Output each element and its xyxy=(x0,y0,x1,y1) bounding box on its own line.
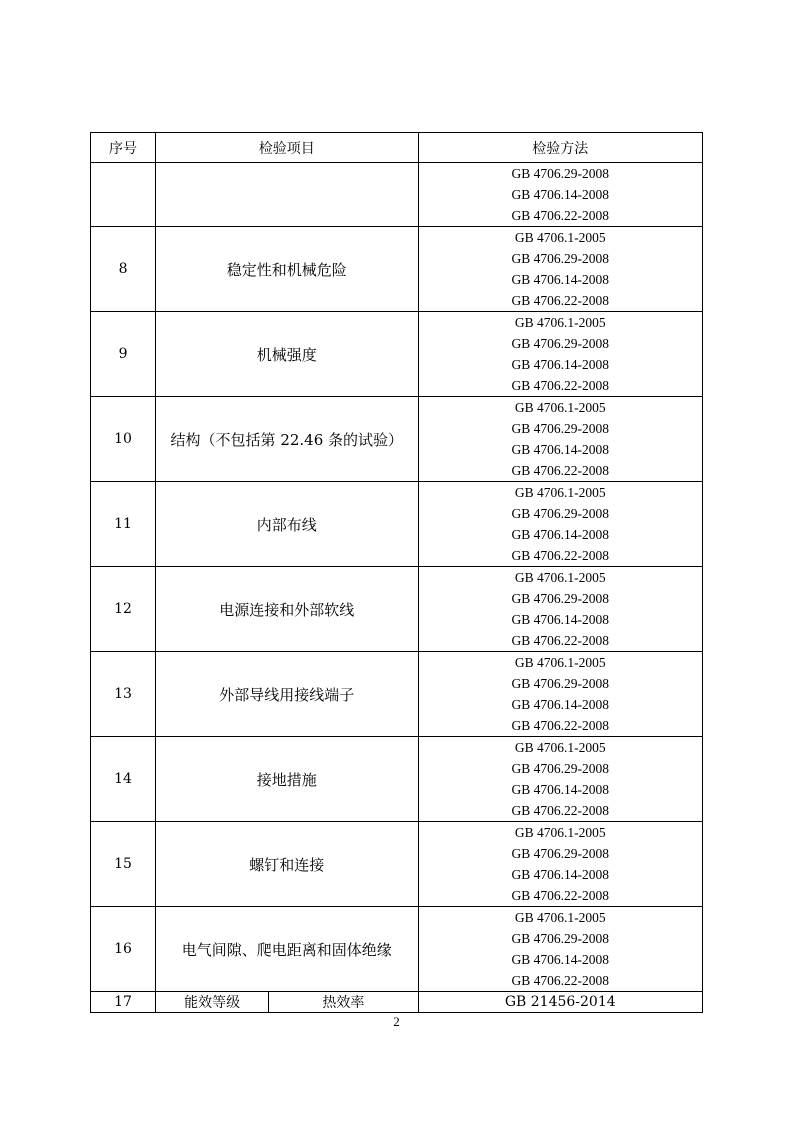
row-item: 热效率 xyxy=(269,992,418,1013)
row-item: 机械强度 xyxy=(156,312,418,397)
row-methods xyxy=(418,652,703,737)
standard-code: GB 4706.29-2008 xyxy=(511,336,609,351)
standard-code: GB 4706.22-2008 xyxy=(511,293,609,308)
standard-code: GB 4706.22-2008 xyxy=(511,378,609,393)
row-item: 螺钉和连接 xyxy=(156,822,418,907)
standard-code: GB 4706.22-2008 xyxy=(511,973,609,988)
standard-code: GB 4706.22-2008 xyxy=(511,463,609,478)
table-row xyxy=(91,312,703,397)
standard-code: GB 4706.14-2008 xyxy=(511,952,609,967)
standard-code: GB 4706.14-2008 xyxy=(511,272,609,287)
standard-code: GB 4706.1-2005 xyxy=(514,400,606,415)
row-item: 结构（不包括第 22.46 条的试验） xyxy=(156,397,418,482)
standard-code: GB 4706.29-2008 xyxy=(511,166,609,181)
standard-code: GB 4706.14-2008 xyxy=(511,697,609,712)
row-seq: 12 xyxy=(91,567,156,652)
standard-code: GB 4706.29-2008 xyxy=(511,251,609,266)
standard-code: GB 4706.1-2005 xyxy=(514,740,606,755)
row-methods xyxy=(418,822,703,907)
row-seq: 15 xyxy=(91,822,156,907)
row-item: 稳定性和机械危险 xyxy=(156,227,418,312)
standard-code: GB 4706.29-2008 xyxy=(511,506,609,521)
standard-code: GB 4706.29-2008 xyxy=(511,931,609,946)
row-seq xyxy=(91,163,156,227)
standard-code: GB 4706.29-2008 xyxy=(511,421,609,436)
row-methods xyxy=(418,737,703,822)
table-row xyxy=(91,737,703,822)
table-row xyxy=(91,482,703,567)
standard-code: GB 4706.14-2008 xyxy=(511,612,609,627)
row-seq: 8 xyxy=(91,227,156,312)
standard-code: GB 4706.22-2008 xyxy=(511,803,609,818)
standard-code: GB 4706.1-2005 xyxy=(514,230,606,245)
standard-code: GB 4706.1-2005 xyxy=(514,825,606,840)
standard-code: GB 4706.22-2008 xyxy=(511,208,609,223)
row-methods xyxy=(418,907,703,992)
table-row-last xyxy=(91,992,703,1013)
standard-code: GB 4706.1-2005 xyxy=(514,910,606,925)
row-seq: 13 xyxy=(91,652,156,737)
standard-code: GB 4706.22-2008 xyxy=(511,548,609,563)
header-item: 检验项目 xyxy=(156,133,418,163)
standard-code: GB 4706.29-2008 xyxy=(511,761,609,776)
header-seq: 序号 xyxy=(91,133,156,163)
standard-code: GB 4706.14-2008 xyxy=(511,442,609,457)
table-row xyxy=(91,567,703,652)
standard-code: GB 4706.22-2008 xyxy=(511,718,609,733)
standard-code: GB 4706.22-2008 xyxy=(511,633,609,648)
row-item: 电气间隙、爬电距离和固体绝缘 xyxy=(156,907,418,992)
standard-code: GB 4706.29-2008 xyxy=(511,846,609,861)
row-item: 电源连接和外部软线 xyxy=(156,567,418,652)
table-row xyxy=(91,163,703,227)
row-seq: 10 xyxy=(91,397,156,482)
row-seq: 17 xyxy=(91,992,156,1013)
row-seq: 9 xyxy=(91,312,156,397)
row-methods xyxy=(418,312,703,397)
inspection-table xyxy=(90,132,703,1013)
standard-code: GB 4706.22-2008 xyxy=(511,888,609,903)
standard-code: GB 4706.14-2008 xyxy=(511,867,609,882)
standard-code: GB 4706.29-2008 xyxy=(511,591,609,606)
table-header-row xyxy=(91,133,703,163)
standard-code: GB 4706.14-2008 xyxy=(511,187,609,202)
table-row xyxy=(91,822,703,907)
row-methods xyxy=(418,163,703,227)
row-methods xyxy=(418,227,703,312)
row-item: 外部导线用接线端子 xyxy=(156,652,418,737)
standard-code: GB 4706.1-2005 xyxy=(514,570,606,585)
row-methods xyxy=(418,567,703,652)
table-row xyxy=(91,227,703,312)
row-item xyxy=(156,163,418,227)
table-row xyxy=(91,397,703,482)
standard-code: GB 4706.1-2005 xyxy=(514,485,606,500)
table-row xyxy=(91,652,703,737)
header-method: 检验方法 xyxy=(418,133,703,163)
row-seq: 16 xyxy=(91,907,156,992)
standard-code: GB 4706.14-2008 xyxy=(511,357,609,372)
row-item: 内部布线 xyxy=(156,482,418,567)
page-number: 2 xyxy=(393,1014,400,1029)
standard-code: GB 4706.1-2005 xyxy=(514,655,606,670)
row-item: 接地措施 xyxy=(156,737,418,822)
row-methods xyxy=(418,482,703,567)
standard-code: GB 4706.14-2008 xyxy=(511,527,609,542)
standard-code: GB 4706.1-2005 xyxy=(514,315,606,330)
row-seq: 14 xyxy=(91,737,156,822)
row-methods xyxy=(418,397,703,482)
standard-code: GB 4706.29-2008 xyxy=(511,676,609,691)
standard-code: GB 4706.14-2008 xyxy=(511,782,609,797)
row-category: 能效等级 xyxy=(156,992,269,1013)
table-row xyxy=(91,907,703,992)
row-seq: 11 xyxy=(91,482,156,567)
row-method: GB 21456-2014 xyxy=(418,992,703,1013)
